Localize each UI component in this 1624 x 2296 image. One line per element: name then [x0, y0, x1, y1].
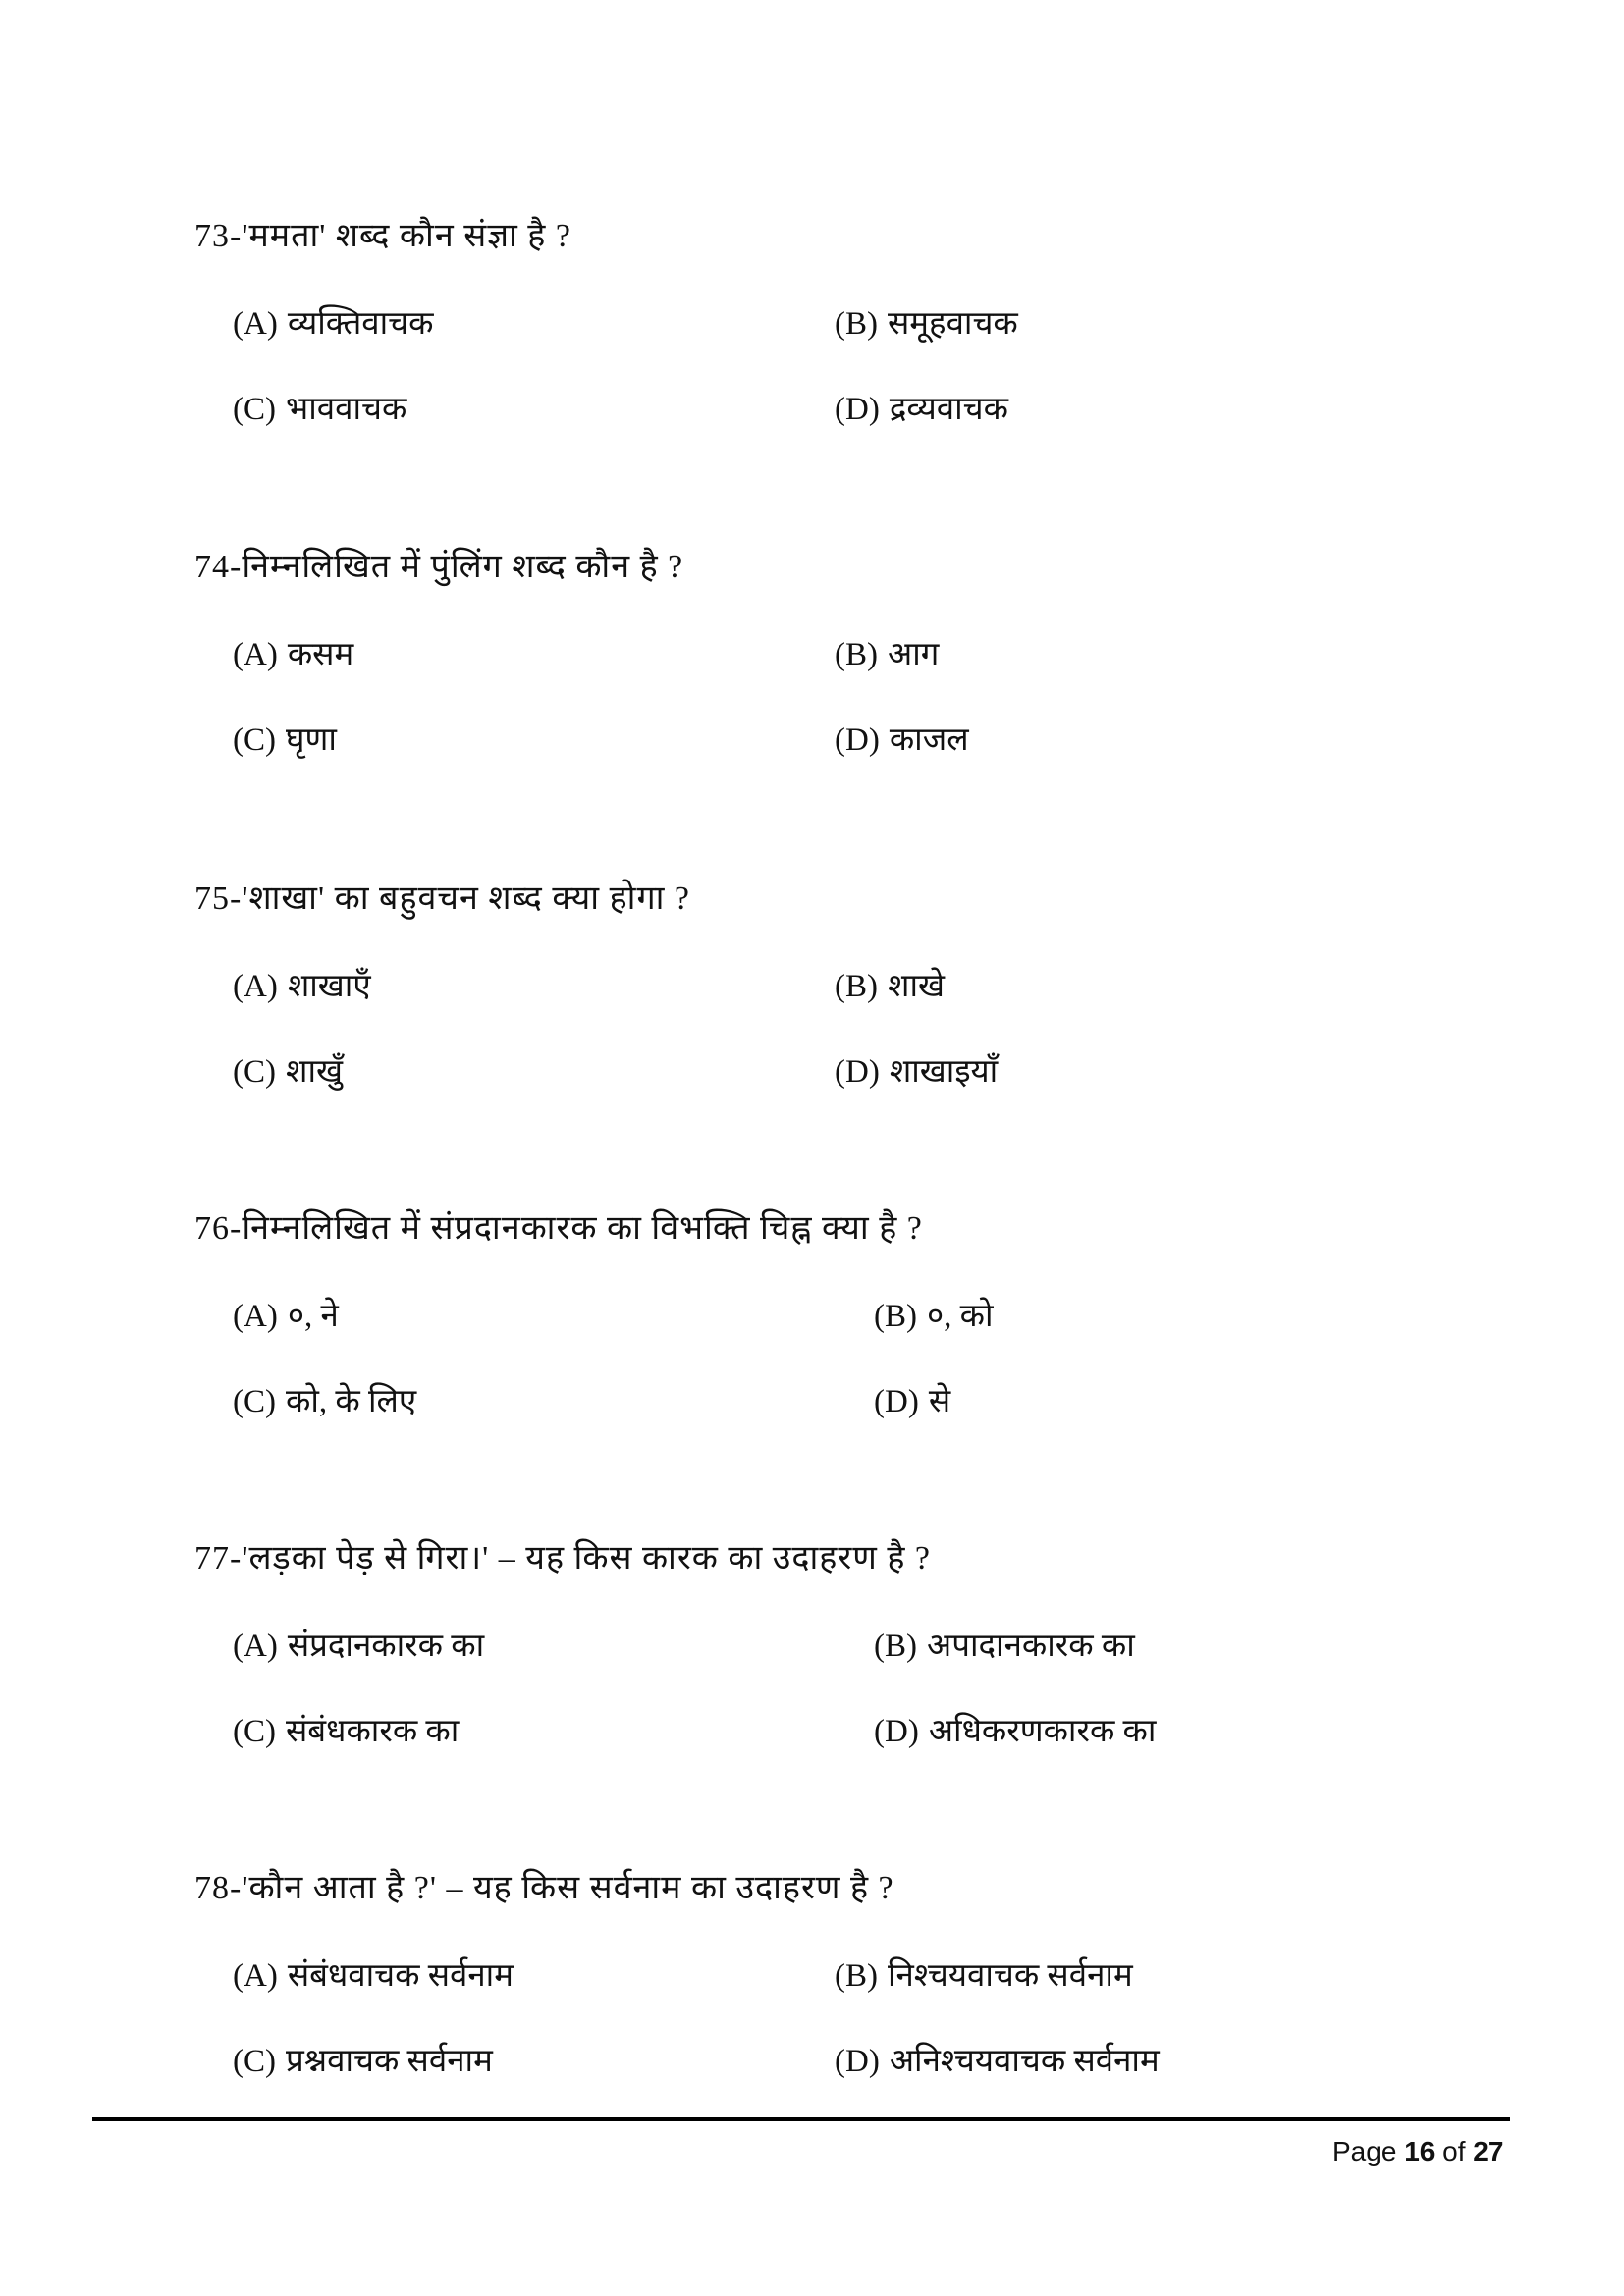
option-a: (A) कसम: [233, 637, 354, 672]
option-a: (A) संप्रदानकारक का: [233, 1629, 485, 1664]
option-b: (B) शाखे: [835, 969, 945, 1004]
option-d: (D) अनिश्चयवाचक सर्वनाम: [835, 2044, 1160, 2079]
option-b: (B) अपादानकारक का: [874, 1629, 1135, 1664]
option-b: (B) समूहवाचक: [835, 306, 1018, 342]
option-c: (C) भाववाचक: [233, 392, 407, 427]
option-a: (A) शाखाएँ: [233, 969, 371, 1004]
page-number: Page 16 of 27: [1332, 2136, 1504, 2166]
question-75: 75-'शाखा' का बहुवचन शब्द क्या होगा ?: [194, 881, 690, 917]
option-c: (C) प्रश्नवाचक सर्वनाम: [233, 2044, 493, 2079]
option-b: (B) निश्चयवाचक सर्वनाम: [835, 1958, 1133, 1994]
question-74: 74-निम्नलिखित में पुंलिंग शब्द कौन है ?: [194, 549, 684, 585]
question-73: 73-'ममता' शब्द कौन संज्ञा है ?: [194, 218, 571, 254]
option-a: (A) ०, ने: [233, 1299, 339, 1334]
option-a: (A) संबंधवाचक सर्वनाम: [233, 1958, 514, 1994]
option-b: (B) ०, को: [874, 1299, 994, 1334]
footer-divider: [92, 2117, 1510, 2121]
option-d: (D) द्रव्यवाचक: [835, 392, 1008, 427]
option-d: (D) शाखाइयाँ: [835, 1054, 999, 1090]
option-a: (A) व्यक्तिवाचक: [233, 306, 434, 342]
option-c: (C) घृणा: [233, 722, 337, 758]
question-76: 76-निम्नलिखित में संप्रदानकारक का विभक्ति चिह्न क्या है ?: [194, 1210, 923, 1247]
option-d: (D) से: [874, 1384, 951, 1419]
option-c: (C) को, के लिए: [233, 1384, 417, 1419]
option-c: (C) शाखुँ: [233, 1054, 343, 1090]
option-c: (C) संबंधकारक का: [233, 1714, 460, 1749]
question-78: 78-'कौन आता है ?' – यह किस सर्वनाम का उदाहरण है ?: [194, 1870, 894, 1906]
option-d: (D) अधिकरणकारक का: [874, 1714, 1157, 1749]
option-d: (D) काजल: [835, 722, 969, 758]
question-77: 77-'लड़का पेड़ से गिरा।' – यह किस कारक का उदाहरण है ?: [194, 1540, 931, 1576]
option-b: (B) आग: [835, 637, 940, 672]
